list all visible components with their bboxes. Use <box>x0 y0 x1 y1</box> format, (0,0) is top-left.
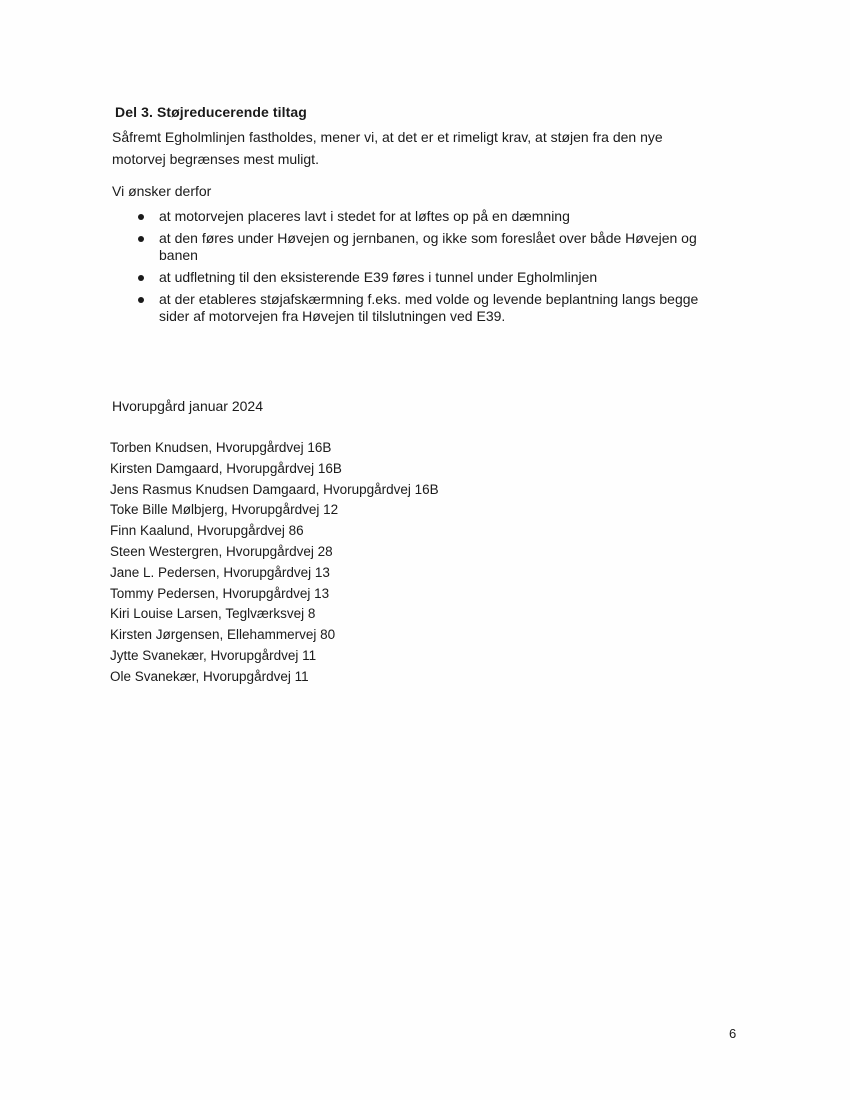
signatory: Ole Svanekær, Hvorupgårdvej 11 <box>110 668 309 684</box>
list-item <box>135 291 720 325</box>
bullet-icon <box>138 297 144 303</box>
signatory: Jytte Svanekær, Hvorupgårdvej 11 <box>110 647 317 663</box>
list-item-text: at motorvejen placeres lavt i stedet for at løftes op på en dæmning <box>159 208 570 224</box>
intro-paragraph: Såfremt Egholmlinjen fastholdes, mener vi, at det er et rimeligt krav, at støjen fra den nye motorvej begrænses mest muligt. <box>112 129 663 167</box>
list-item-text: at den føres under Høvejen og jernbanen, og ikke som foreslået over både Høvejen og banen <box>159 230 697 263</box>
place-date: Hvorupgård januar 2024 <box>112 398 263 414</box>
signatory: Finn Kaalund, Hvorupgårdvej 86 <box>110 523 304 539</box>
signatory-list <box>110 438 439 688</box>
signatory: Jane L. Pedersen, Hvorupgårdvej 13 <box>110 564 330 580</box>
signatory: Tommy Pedersen, Hvorupgårdvej 13 <box>110 585 330 601</box>
demands-list <box>135 208 720 330</box>
list-item <box>135 269 720 286</box>
lead-text: Vi ønsker derfor <box>112 183 212 199</box>
signatory: Kirsten Damgaard, Hvorupgårdvej 16B <box>110 460 342 476</box>
list-item-text: at der etableres støjafskærmning f.eks. med volde og levende beplantning langs begge sider af motorvejen fra Høvejen til tilslutningen ved E39. <box>159 291 699 324</box>
signatory: Jens Rasmus Knudsen Damgaard, Hvorupgårdvej 16B <box>110 481 439 497</box>
list-item <box>135 230 720 264</box>
section-heading: Del 3. Støjreducerende tiltag <box>115 104 307 120</box>
page-number: 6 <box>729 1026 737 1041</box>
signatory: Steen Westergren, Hvorupgårdvej 28 <box>110 543 333 559</box>
signatory: Kirsten Jørgensen, Ellehammervej 80 <box>110 627 336 643</box>
signatory: Torben Knudsen, Hvorupgårdvej 16B <box>110 440 332 455</box>
bullet-icon <box>138 214 144 220</box>
bullet-icon <box>138 236 144 242</box>
signatory: Kiri Louise Larsen, Teglværksvej 8 <box>110 606 316 622</box>
list-item <box>135 208 720 225</box>
bullet-icon <box>138 275 144 281</box>
list-item-text: at udfletning til den eksisterende E39 føres i tunnel under Egholmlinjen <box>159 269 598 285</box>
signatory: Toke Bille Mølbjerg, Hvorupgårdvej 12 <box>110 502 339 518</box>
